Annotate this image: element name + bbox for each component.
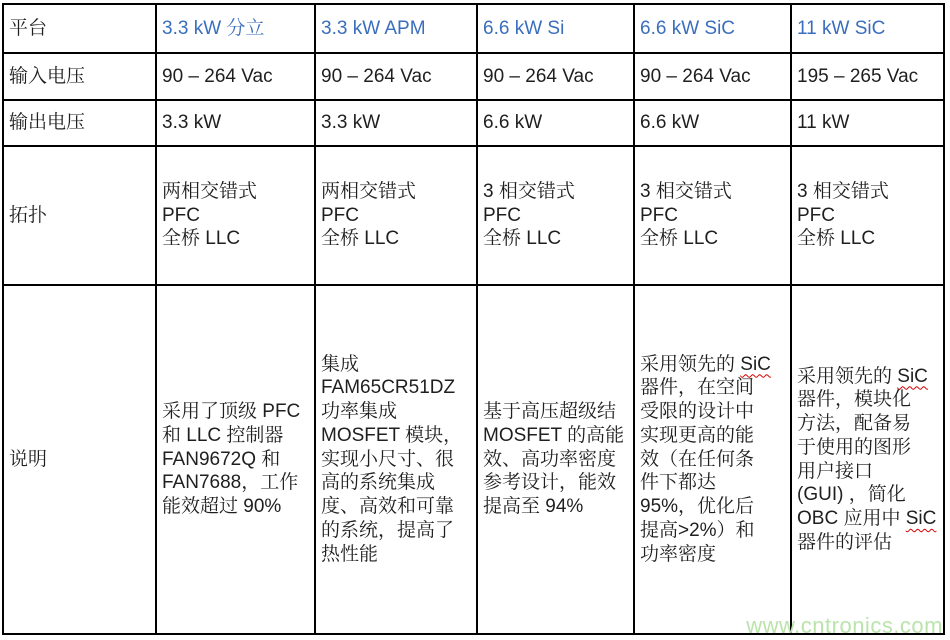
output-power-cell-2: 3.3 kW [315, 100, 477, 146]
row-label-topology: 拓扑 [3, 146, 156, 285]
description-cell-5: 采用领先的 SiC 器件，模块化 方法，配备易 于使用的图形 用户接口 (GUI) ，简化 OBC 应用中 SiC 器件的评估 [791, 285, 944, 634]
table-row-platform [3, 4, 944, 53]
platform-cell-3: 6.6 kW Si [477, 4, 634, 53]
output-power-cell-3: 6.6 kW [477, 100, 634, 146]
table-row-output-power [3, 100, 944, 146]
input-voltage-cell-2: 90 – 264 Vac [315, 53, 477, 100]
table-row-topology [3, 146, 944, 285]
table-row-description [3, 285, 944, 634]
topology-cell-3: 3 相交错式 PFC 全桥 LLC [477, 146, 634, 285]
description-cell-4: 采用领先的 SiC 器件，在空间 受限的设计中 实现更高的能 效（在任何条 件下都达 95%，优化后 提高>2%）和 功率密度 [634, 285, 791, 634]
input-voltage-cell-4: 90 – 264 Vac [634, 53, 791, 100]
row-label-platform: 平台 [3, 4, 156, 53]
output-power-cell-4: 6.6 kW [634, 100, 791, 146]
output-power-cell-5: 11 kW [791, 100, 944, 146]
row-label-input-voltage: 输入电压 [3, 53, 156, 100]
watermark: www.cntronics.com [746, 613, 943, 638]
input-voltage-cell-1: 90 – 264 Vac [156, 53, 315, 100]
output-power-cell-1: 3.3 kW [156, 100, 315, 146]
input-voltage-cell-5: 195 – 265 Vac [791, 53, 944, 100]
platform-cell-2: 3.3 kW APM [315, 4, 477, 53]
platform-cell-4: 6.6 kW SiC [634, 4, 791, 53]
topology-cell-5: 3 相交错式 PFC 全桥 LLC [791, 146, 944, 285]
platform-cell-5: 11 kW SiC [791, 4, 944, 53]
description-cell-3: 基于高压超级结 MOSFET 的高能 效、高功率密度 参考设计，能效 提高至 94% [477, 285, 634, 634]
description-cell-1: 采用了顶级 PFC 和 LLC 控制器 FAN9672Q 和 FAN7688，工作 能效超过 90% [156, 285, 315, 634]
table-row-input-voltage [3, 53, 944, 100]
topology-cell-4: 3 相交错式 PFC 全桥 LLC [634, 146, 791, 285]
row-label-output-power: 输出电压 [3, 100, 156, 146]
description-cell-2: 集成 FAM65CR51DZ 功率集成 MOSFET 模块， 实现小尺寸、很 高的系统集成 度、高效和可靠 的系统，提高了 热性能 [315, 285, 477, 634]
topology-cell-1: 两相交错式 PFC 全桥 LLC [156, 146, 315, 285]
platform-spec-table [2, 3, 945, 635]
platform-cell-1: 3.3 kW 分立 [156, 4, 315, 53]
topology-cell-2: 两相交错式 PFC 全桥 LLC [315, 146, 477, 285]
input-voltage-cell-3: 90 – 264 Vac [477, 53, 634, 100]
row-label-description: 说明 [3, 285, 156, 634]
